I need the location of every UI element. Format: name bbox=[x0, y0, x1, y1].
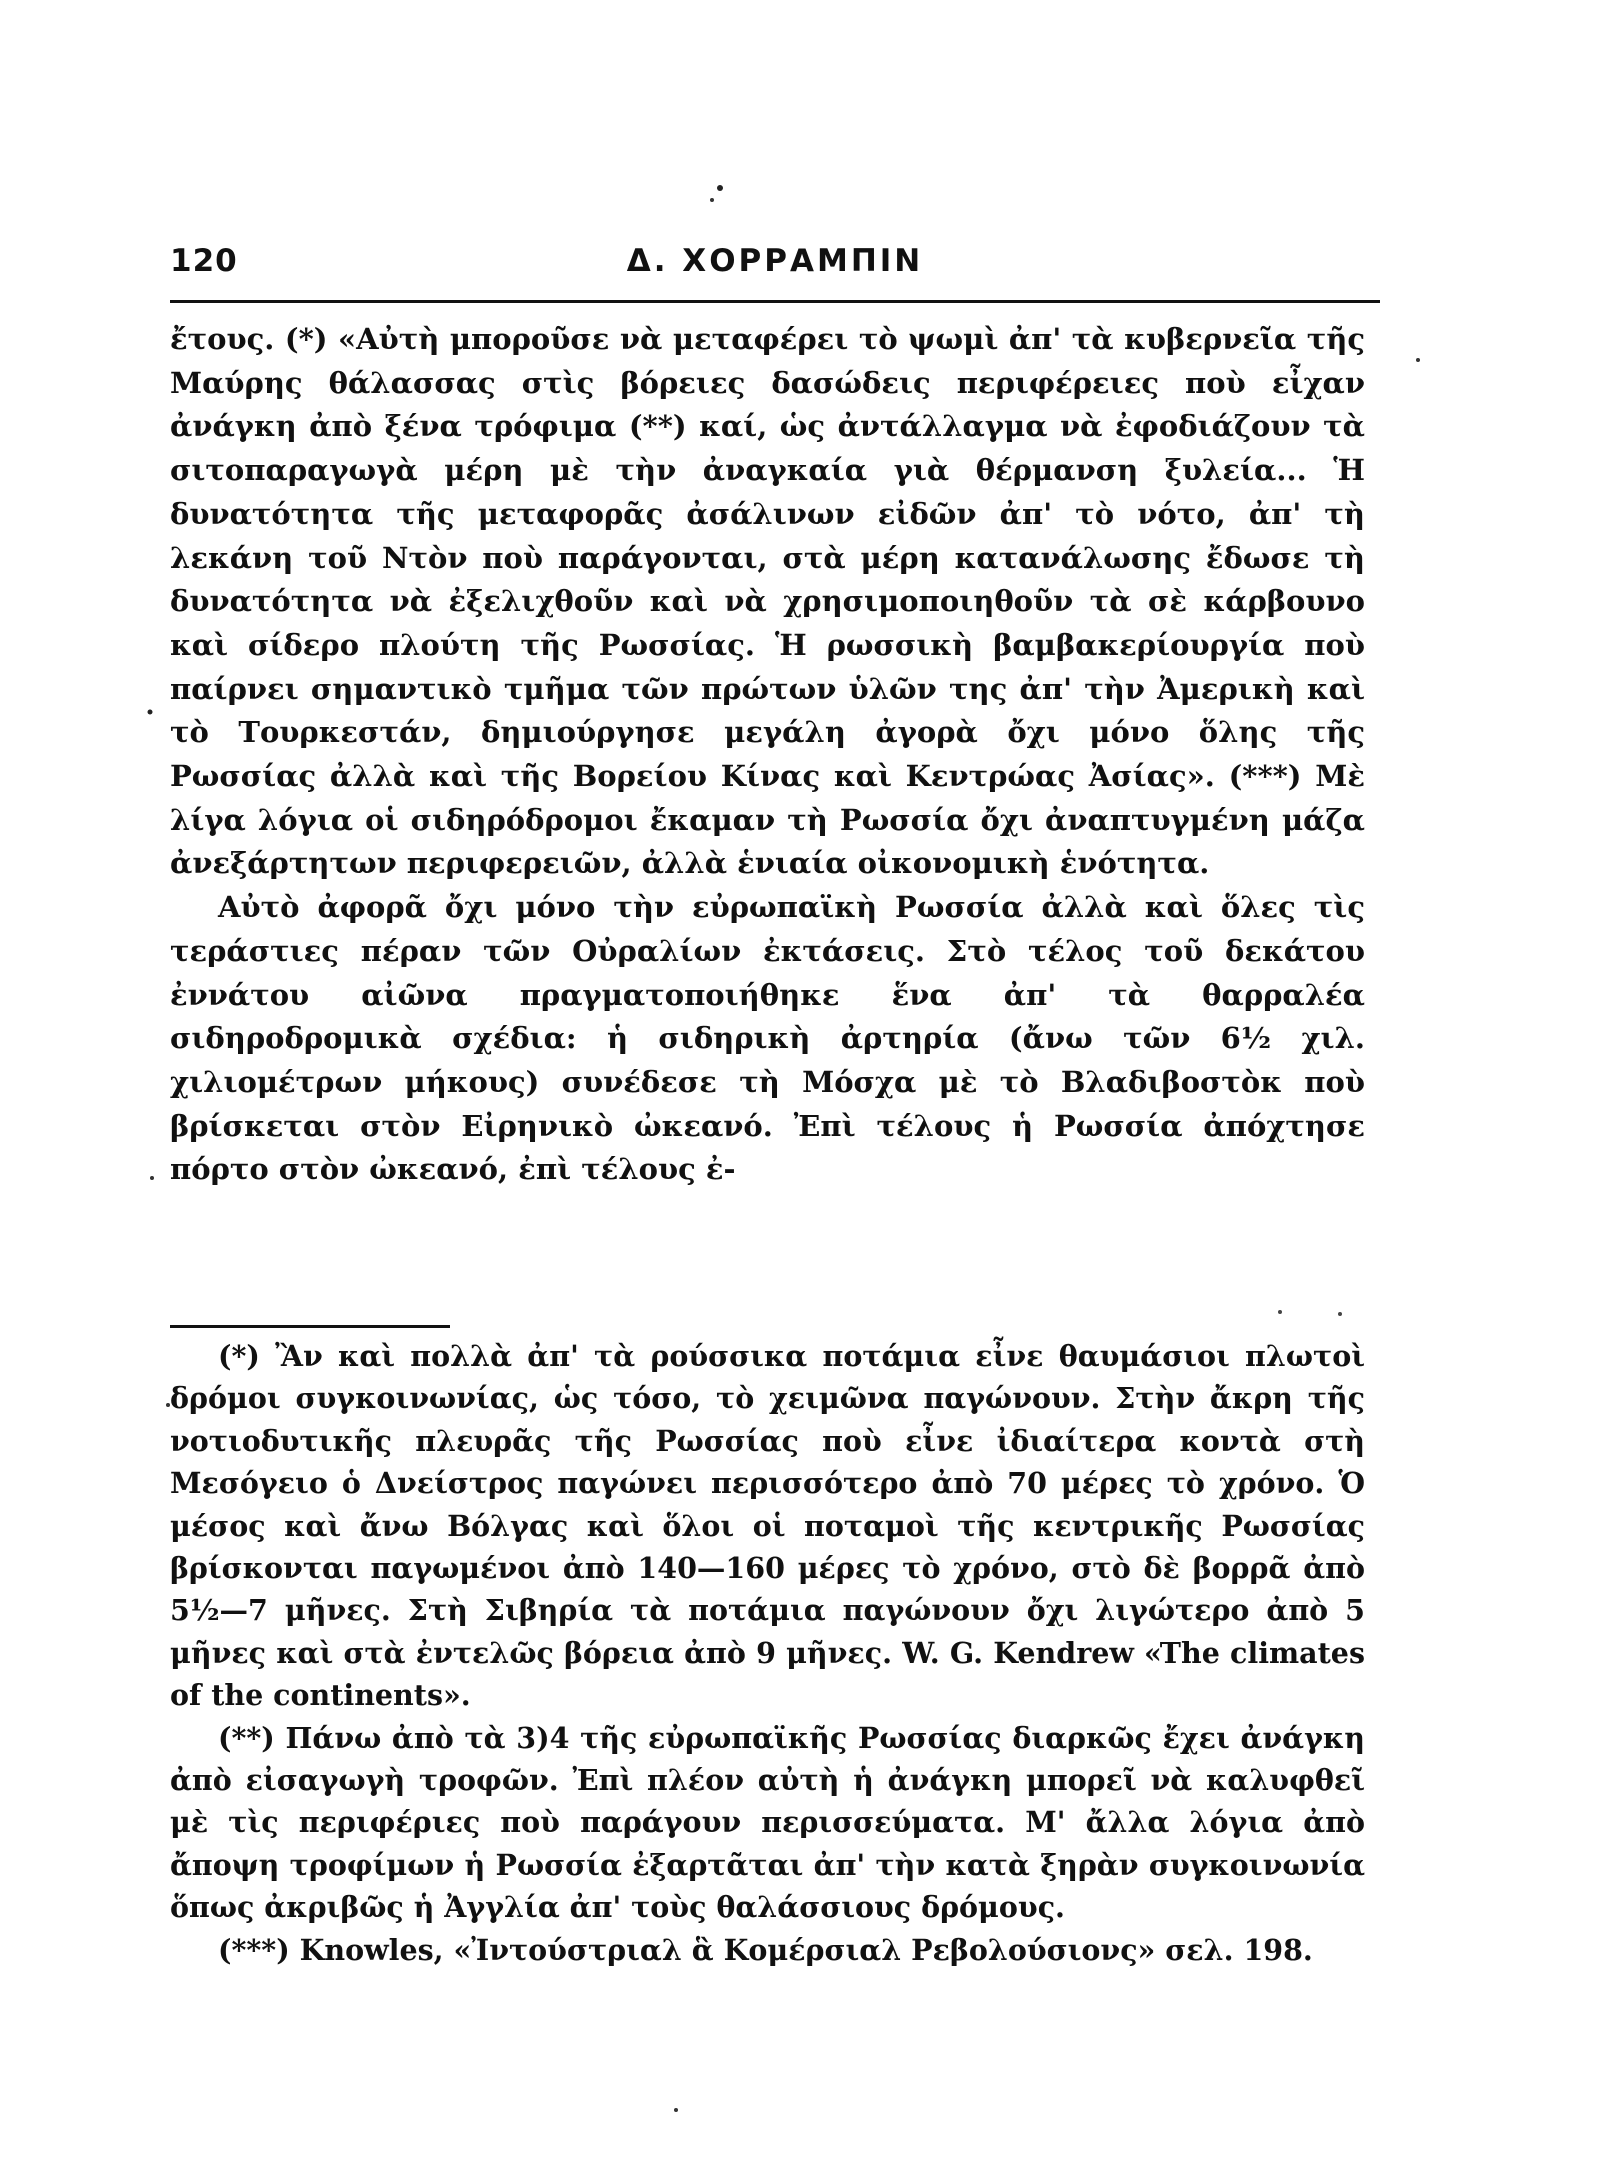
footnote-3: (***) Knowles, «Ἰντούστριαλ ἃ Κομέρσιαλ Ρεβολούσιονς» σελ. 198. bbox=[218, 1932, 1313, 1967]
footnote-2: (**) Πάνω ἀπὸ τὰ 3)4 τῆς εὐρωπαϊκῆς Ρωσσίας διαρκῶς ἔχει ἀνάγκη ἀπὸ εἰσαγωγὴ τροφῶν. Ἐπὶ πλέον αὐτὴ ἡ ἀνάγκη μπορεῖ νὰ καλυφθεῖ μὲ τὶς περιφέριες ποὺ παράγουν περισσεύματα. Μ' ἄλλα λόγια ἀπὸ ἄποψη τροφίμων ἡ Ρωσσία ἐξαρτᾶται ἀπ' τὴν κατὰ ξηρὰν συγκοινωνία ὅπως ἀκριβῶς ἡ Ἀγγλία ἀπ' τοὺς θαλάσσιους δρόμους. bbox=[170, 1720, 1365, 1925]
author-running-title: Δ. ΧΟΡΡΑΜΠΙΝ bbox=[626, 243, 924, 279]
footnote-1: (*) Ἂν καὶ πολλὰ ἀπ' τὰ ρούσσικα ποτάμια εἶνε θαυμάσιοι πλωτοὶ δρόμοι συγκοινωνίας, ὡς τόσο, τὸ χειμῶνα παγώνουν. Στὴν ἄκρη τῆς νοτιοδυτικῆς πλευρᾶς τῆς Ρωσσίας ποὺ εἶνε ἰδιαίτερα κοντὰ στὴ Μεσόγειο ὁ Δνείστρος παγώνει περισσότερο ἀπὸ 70 μέρες τὸ χρόνο. Ὁ μέσος καὶ ἄνω Βόλγας καὶ ὅλοι οἱ ποταμοὶ τῆς κεντρικῆς Ρωσσίας βρίσκονται παγωμένοι ἀπὸ 140—160 μέρες τὸ χρόνο, στὸ δὲ βορρᾶ ἀπὸ 5½—7 μῆνες. Στὴ Σιβηρία τὰ ποτάμια παγώνουν ὄχι λιγώτερο ἀπὸ 5 μῆνες καὶ στὰ ἐντελῶς βόρεια ἀπὸ 9 μῆνες. W. G. Kendrew «The climates of the continents». bbox=[170, 1339, 1365, 1713]
header-rule bbox=[170, 300, 1380, 303]
page-number: 120 bbox=[170, 243, 238, 279]
footnotes bbox=[170, 1335, 1365, 1971]
main-text bbox=[170, 318, 1365, 1192]
main-paragraph-2: Αὐτὸ ἀφορᾶ ὄχι μόνο τὴν εὐρωπαϊκὴ Ρωσσία ἀλλὰ καὶ ὅλες τὶς τεράστιες πέραν τῶν Οὐραλίων ἐκτάσεις. Στὸ τέλος τοῦ δεκάτου ἐννάτου αἰῶνα πραγματοποιήθηκε ἕνα ἀπ' τὰ θαρραλέα σιδηροδρομικὰ σχέδια: ἡ σιδηρικὴ ἀρτηρία (ἄνω τῶν 6½ χιλ. χιλιομέτρων μήκους) συνέδεσε τὴ Μόσχα μὲ τὸ Βλαδιβοστὸκ ποὺ βρίσκεται στὸν Εἰρηνικὸ ὠκεανό. Ἐπὶ τέλους ἡ Ρωσσία ἀπόχτησε πόρτο στὸν ὠκεανό, ἐπὶ τέλους ἐ- bbox=[170, 890, 1365, 1187]
footnote-rule bbox=[170, 1325, 450, 1328]
running-head bbox=[170, 243, 1380, 293]
main-paragraph-1: ἔτους. (*) «Αὐτὴ μποροῦσε νὰ μεταφέρει τὸ ψωμὶ ἀπ' τὰ κυβερνεῖα τῆς Μαύρης θάλασσας στὶς βόρειες δασώδεις περιφέρειες ποὺ εἶχαν ἀνάγκη ἀπὸ ξένα τρόφιμα (**) καί, ὡς ἀντάλλαγμα νὰ ἐφοδιάζουν τὰ σιτοπαραγωγὰ μέρη μὲ τὴν ἀναγκαία γιὰ θέρμανση ξυλεία... Ἡ δυνατότητα τῆς μεταφορᾶς ἀσάλινων εἰδῶν ἀπ' τὸ νότο, ἀπ' τὴ λεκάνη τοῦ Ντὸν ποὺ παράγονται, στὰ μέρη κατανάλωσης ἔδωσε τὴ δυνατότητα νὰ ἐξελιχθοῦν καὶ νὰ χρησιμοποιηθοῦν τὰ σὲ κάρβουνο καὶ σίδερο πλούτη τῆς Ρωσσίας. Ἡ ρωσσικὴ βαμβακερίουργία ποὺ παίρνει σημαντικὸ τμῆμα τῶν πρώτων ὑλῶν της ἀπ' τὴν Ἀμερικὴ καὶ τὸ Τουρκεστάν, δημιούργησε μεγάλη ἀγορὰ ὄχι μόνο ὅλης τῆς Ρωσσίας ἀλλὰ καὶ τῆς Βορείου Κίνας καὶ Κεντρώας Ἀσίας». (***) Μὲ λίγα λόγια οἱ σιδηρόδρομοι ἔκαμαν τὴ Ρωσσία ὄχι ἀναπτυγμένη μάζα ἀνεξάρτητων περιφερειῶν, ἀλλὰ ἑνιαία οἰκονομικὴ ἑνότητα. bbox=[170, 322, 1365, 881]
